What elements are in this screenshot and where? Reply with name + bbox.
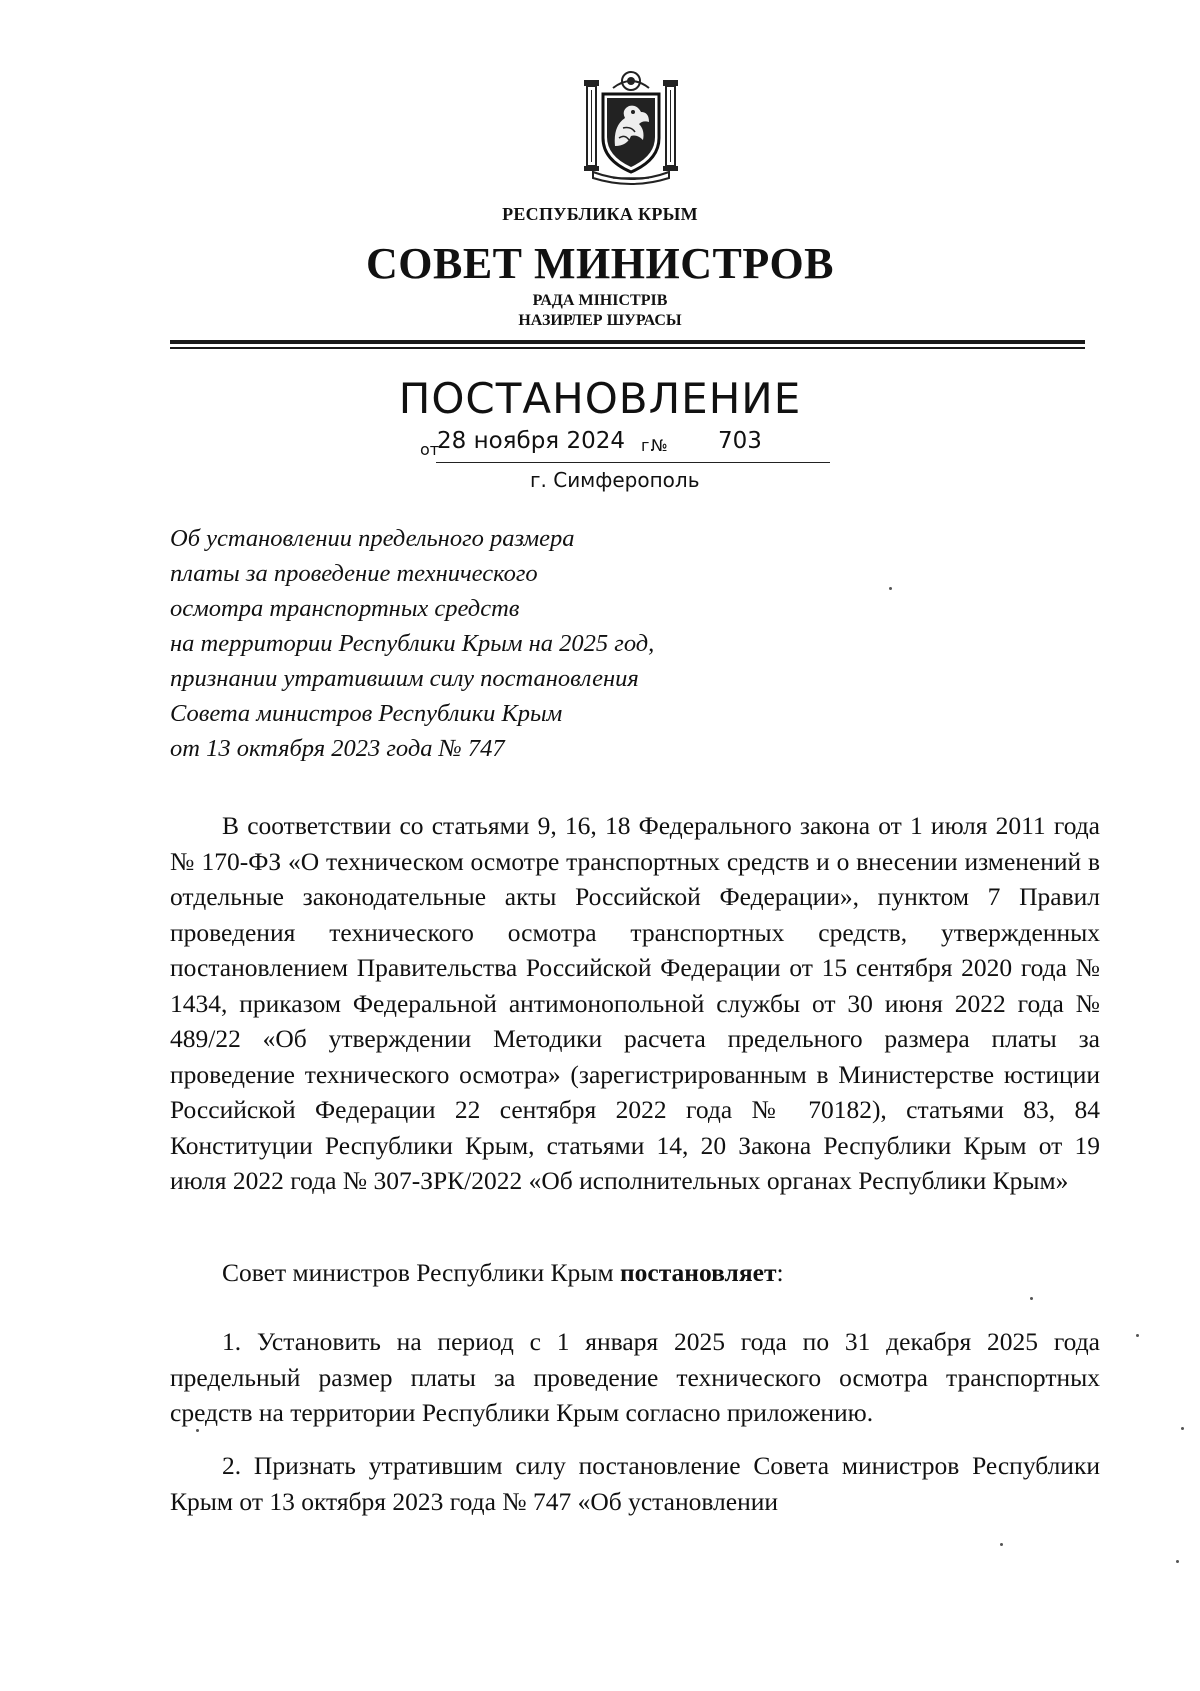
scan-speck bbox=[196, 1429, 199, 1432]
document-city: г. Симферополь bbox=[530, 468, 700, 492]
council-name-crimean-tatar: НАЗИРЛЕР ШУРАСЫ bbox=[518, 312, 682, 329]
scan-speck bbox=[1000, 1543, 1003, 1546]
date-prefix: от bbox=[420, 440, 440, 459]
year-suffix: г. bbox=[641, 436, 655, 455]
header-divider-thin bbox=[170, 347, 1085, 349]
resolves-prefix: Совет министров Республики Крым bbox=[222, 1258, 620, 1287]
header-divider-thick bbox=[170, 340, 1085, 344]
crimea-coat-of-arms-icon bbox=[583, 68, 679, 186]
republic-name: РЕСПУБЛИКА КРЫМ bbox=[502, 204, 698, 224]
subject-line: Об установлении предельного размера bbox=[170, 525, 575, 552]
legal-basis-paragraph: В соответствии со статьями 9, 16, 18 Федерального закона от 1 июля 2011 года № 170-ФЗ «О техническом осмотре транспортных средств и о внесении изменений в отдельные законодательные акты Российской Федерации», пунктом 7 Правил проведения технического осмотра транспортных средств, утвержденных постановлением Правительства Российской Федерации от 15 сентября 2020 года № 1434, приказом Федеральной антимонопольной службы от 30 июня 2022 года № 489/22 «Об утверждении Методики расчета предельного размера платы за проведение технического осмотра» (зарегистрированным в Министерстве юстиции Российской Федерации 22 сентября 2022 года № 70182), статьями 83, 84 Конституции Республики Крым, статьями 14, 20 Закона Республики Крым от 19 июля 2022 года № 307-ЗРК/2022 «Об исполнительных органах Республики Крым» bbox=[170, 811, 1100, 1195]
subject-line: платы за проведение технического bbox=[170, 560, 538, 587]
number-label: № bbox=[651, 436, 668, 455]
dateline-underline bbox=[436, 462, 830, 463]
subject-line: Совета министров Республики Крым bbox=[170, 700, 563, 727]
subject-line: на территории Республики Крым на 2025 год, bbox=[170, 630, 655, 657]
resolves-paragraph bbox=[170, 1255, 1100, 1291]
subject-line: осмотра транспортных средств bbox=[170, 595, 520, 622]
resolves-keyword: постановляет bbox=[619, 1258, 777, 1287]
document-dateline bbox=[420, 428, 840, 468]
council-name-ukrainian: РАДА МІНІСТРІВ bbox=[532, 292, 668, 309]
subject-line: от 13 октября 2023 года № 747 bbox=[170, 735, 505, 762]
document-number: 703 bbox=[718, 428, 762, 454]
council-name: СОВЕТ МИНИСТРОВ bbox=[365, 239, 835, 288]
item-2-paragraph: 2. Признать утратившим силу постановление Совета министров Республики Крым от 13 октября 2023 года № 747 «Об установлении bbox=[170, 1451, 1100, 1516]
resolves-suffix: : bbox=[776, 1258, 784, 1287]
scan-speck bbox=[889, 587, 892, 590]
scan-speck bbox=[1176, 1560, 1179, 1563]
scan-speck bbox=[1136, 1334, 1139, 1337]
scan-speck bbox=[1030, 1297, 1033, 1300]
document-date: 28 ноября 2024 bbox=[437, 428, 625, 454]
document-type: ПОСТАНОВЛЕНИЕ bbox=[398, 374, 802, 423]
item-1-paragraph: 1. Установить на период с 1 января 2025 года по 31 декабря 2025 года предельный размер платы за проведение технического осмотра транспортных средств на территории Республики Крым согласно приложению. bbox=[170, 1327, 1100, 1427]
scan-speck bbox=[1181, 1427, 1184, 1430]
subject-line: признании утратившим силу постановления bbox=[170, 665, 639, 692]
document-subject bbox=[170, 521, 654, 766]
